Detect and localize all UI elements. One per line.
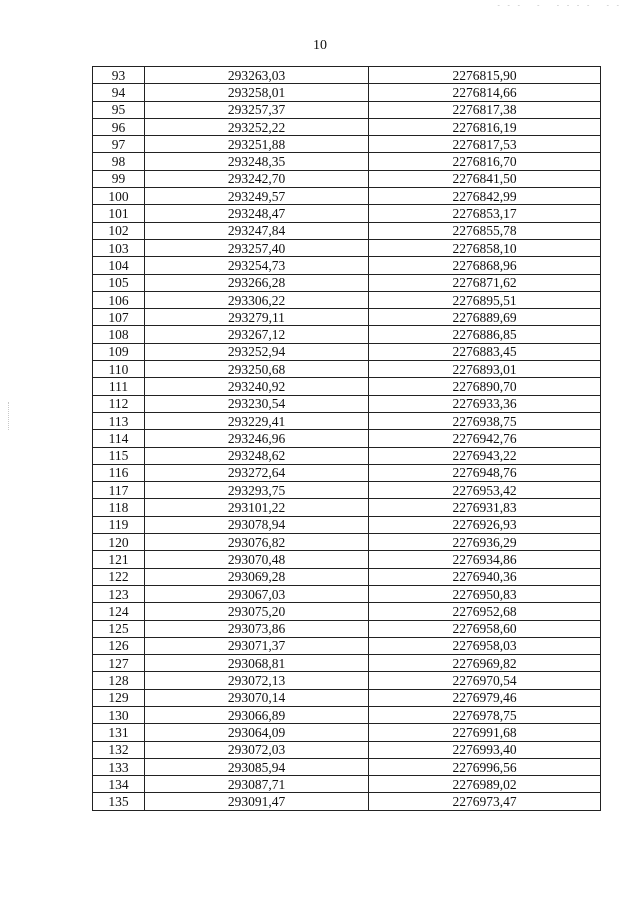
x-coordinate-cell: 293101,22: [145, 499, 369, 516]
y-coordinate-cell: 2276815,90: [369, 67, 601, 84]
table-row: [93, 482, 601, 499]
point-number-cell: 108: [93, 326, 145, 343]
table-row: [93, 378, 601, 395]
y-coordinate-cell: 2276948,76: [369, 464, 601, 481]
point-number-cell: 127: [93, 655, 145, 672]
y-coordinate-cell: 2276943,22: [369, 447, 601, 464]
table-row: [93, 551, 601, 568]
table-row: [93, 499, 601, 516]
x-coordinate-cell: 293257,40: [145, 239, 369, 256]
x-coordinate-cell: 293293,75: [145, 482, 369, 499]
x-coordinate-cell: 293071,37: [145, 637, 369, 654]
y-coordinate-cell: 2276841,50: [369, 170, 601, 187]
point-number-cell: 107: [93, 309, 145, 326]
point-number-cell: 112: [93, 395, 145, 412]
table-row: [93, 758, 601, 775]
point-number-cell: 96: [93, 118, 145, 135]
point-number-cell: 121: [93, 551, 145, 568]
x-coordinate-cell: 293250,68: [145, 361, 369, 378]
x-coordinate-cell: 293266,28: [145, 274, 369, 291]
x-coordinate-cell: 293257,37: [145, 101, 369, 118]
point-number-cell: 93: [93, 67, 145, 84]
point-number-cell: 103: [93, 239, 145, 256]
point-number-cell: 117: [93, 482, 145, 499]
table-row: [93, 67, 601, 84]
point-number-cell: 111: [93, 378, 145, 395]
point-number-cell: 123: [93, 585, 145, 602]
x-coordinate-cell: 293249,57: [145, 188, 369, 205]
y-coordinate-cell: 2276978,75: [369, 706, 601, 723]
x-coordinate-cell: 293252,94: [145, 343, 369, 360]
y-coordinate-cell: 2276969,82: [369, 655, 601, 672]
table-row: [93, 343, 601, 360]
x-coordinate-cell: 293076,82: [145, 534, 369, 551]
point-number-cell: 94: [93, 84, 145, 101]
y-coordinate-cell: 2276883,45: [369, 343, 601, 360]
table-row: [93, 188, 601, 205]
x-coordinate-cell: 293072,13: [145, 672, 369, 689]
table-row: [93, 776, 601, 793]
table-row: [93, 741, 601, 758]
table-row: [93, 395, 601, 412]
y-coordinate-cell: 2276993,40: [369, 741, 601, 758]
x-coordinate-cell: 293306,22: [145, 291, 369, 308]
table-row: [93, 689, 601, 706]
x-coordinate-cell: 293078,94: [145, 516, 369, 533]
table-row: [93, 706, 601, 723]
point-number-cell: 100: [93, 188, 145, 205]
y-coordinate-cell: 2276816,19: [369, 118, 601, 135]
point-number-cell: 126: [93, 637, 145, 654]
table-row: [93, 603, 601, 620]
table-row: [93, 326, 601, 343]
point-number-cell: 104: [93, 257, 145, 274]
y-coordinate-cell: 2276858,10: [369, 239, 601, 256]
x-coordinate-cell: 293075,20: [145, 603, 369, 620]
x-coordinate-cell: 293267,12: [145, 326, 369, 343]
coordinates-table: [92, 66, 601, 811]
point-number-cell: 133: [93, 758, 145, 775]
point-number-cell: 128: [93, 672, 145, 689]
table-row: [93, 447, 601, 464]
table-row: [93, 361, 601, 378]
scan-margin-marks: [8, 402, 11, 430]
table-row: [93, 568, 601, 585]
x-coordinate-cell: 293069,28: [145, 568, 369, 585]
y-coordinate-cell: 2276895,51: [369, 291, 601, 308]
y-coordinate-cell: 2276814,66: [369, 84, 601, 101]
y-coordinate-cell: 2276868,96: [369, 257, 601, 274]
table-row: [93, 291, 601, 308]
y-coordinate-cell: 2276973,47: [369, 793, 601, 810]
table-row: [93, 793, 601, 810]
table-row: [93, 637, 601, 654]
x-coordinate-cell: 293251,88: [145, 136, 369, 153]
y-coordinate-cell: 2276886,85: [369, 326, 601, 343]
table-row: [93, 534, 601, 551]
point-number-cell: 106: [93, 291, 145, 308]
point-number-cell: 119: [93, 516, 145, 533]
point-number-cell: 115: [93, 447, 145, 464]
y-coordinate-cell: 2276889,69: [369, 309, 601, 326]
y-coordinate-cell: 2276934,86: [369, 551, 601, 568]
x-coordinate-cell: 293242,70: [145, 170, 369, 187]
x-coordinate-cell: 293064,09: [145, 724, 369, 741]
x-coordinate-cell: 293247,84: [145, 222, 369, 239]
x-coordinate-cell: 293087,71: [145, 776, 369, 793]
table-row: [93, 84, 601, 101]
point-number-cell: 99: [93, 170, 145, 187]
point-number-cell: 130: [93, 706, 145, 723]
y-coordinate-cell: 2276817,53: [369, 136, 601, 153]
y-coordinate-cell: 2276991,68: [369, 724, 601, 741]
y-coordinate-cell: 2276893,01: [369, 361, 601, 378]
x-coordinate-cell: 293073,86: [145, 620, 369, 637]
table-row: [93, 309, 601, 326]
y-coordinate-cell: 2276853,17: [369, 205, 601, 222]
point-number-cell: 109: [93, 343, 145, 360]
x-coordinate-cell: 293229,41: [145, 412, 369, 429]
table-row: [93, 585, 601, 602]
point-number-cell: 113: [93, 412, 145, 429]
y-coordinate-cell: 2276871,62: [369, 274, 601, 291]
table-row: [93, 724, 601, 741]
x-coordinate-cell: 293252,22: [145, 118, 369, 135]
y-coordinate-cell: 2276938,75: [369, 412, 601, 429]
y-coordinate-cell: 2276816,70: [369, 153, 601, 170]
x-coordinate-cell: 293066,89: [145, 706, 369, 723]
point-number-cell: 110: [93, 361, 145, 378]
point-number-cell: 114: [93, 430, 145, 447]
y-coordinate-cell: 2276953,42: [369, 482, 601, 499]
table-row: [93, 118, 601, 135]
x-coordinate-cell: 293248,47: [145, 205, 369, 222]
point-number-cell: 102: [93, 222, 145, 239]
table-row: [93, 430, 601, 447]
x-coordinate-cell: 293248,35: [145, 153, 369, 170]
y-coordinate-cell: 2276970,54: [369, 672, 601, 689]
point-number-cell: 120: [93, 534, 145, 551]
point-number-cell: 129: [93, 689, 145, 706]
y-coordinate-cell: 2276890,70: [369, 378, 601, 395]
point-number-cell: 124: [93, 603, 145, 620]
table-row: [93, 516, 601, 533]
table-row: [93, 412, 601, 429]
y-coordinate-cell: 2276940,36: [369, 568, 601, 585]
point-number-cell: 101: [93, 205, 145, 222]
point-number-cell: 116: [93, 464, 145, 481]
table-row: [93, 655, 601, 672]
point-number-cell: 118: [93, 499, 145, 516]
x-coordinate-cell: 293068,81: [145, 655, 369, 672]
table-row: [93, 620, 601, 637]
table-row: [93, 274, 601, 291]
point-number-cell: 132: [93, 741, 145, 758]
table-row: [93, 222, 601, 239]
point-number-cell: 125: [93, 620, 145, 637]
y-coordinate-cell: 2276926,93: [369, 516, 601, 533]
y-coordinate-cell: 2276942,76: [369, 430, 601, 447]
x-coordinate-cell: 293272,64: [145, 464, 369, 481]
point-number-cell: 135: [93, 793, 145, 810]
point-number-cell: 122: [93, 568, 145, 585]
table-row: [93, 136, 601, 153]
x-coordinate-cell: 293246,96: [145, 430, 369, 447]
point-number-cell: 134: [93, 776, 145, 793]
scan-corner-marks: - - - - - - - - - -: [497, 1, 622, 9]
x-coordinate-cell: 293258,01: [145, 84, 369, 101]
x-coordinate-cell: 293263,03: [145, 67, 369, 84]
x-coordinate-cell: 293248,62: [145, 447, 369, 464]
y-coordinate-cell: 2276989,02: [369, 776, 601, 793]
table-row: [93, 205, 601, 222]
y-coordinate-cell: 2276996,56: [369, 758, 601, 775]
table-row: [93, 672, 601, 689]
point-number-cell: 131: [93, 724, 145, 741]
y-coordinate-cell: 2276817,38: [369, 101, 601, 118]
table-row: [93, 239, 601, 256]
x-coordinate-cell: 293085,94: [145, 758, 369, 775]
table-row: [93, 464, 601, 481]
x-coordinate-cell: 293070,14: [145, 689, 369, 706]
table-row: [93, 101, 601, 118]
x-coordinate-cell: 293254,73: [145, 257, 369, 274]
x-coordinate-cell: 293240,92: [145, 378, 369, 395]
y-coordinate-cell: 2276931,83: [369, 499, 601, 516]
x-coordinate-cell: 293072,03: [145, 741, 369, 758]
y-coordinate-cell: 2276936,29: [369, 534, 601, 551]
y-coordinate-cell: 2276842,99: [369, 188, 601, 205]
y-coordinate-cell: 2276855,78: [369, 222, 601, 239]
y-coordinate-cell: 2276979,46: [369, 689, 601, 706]
point-number-cell: 97: [93, 136, 145, 153]
point-number-cell: 98: [93, 153, 145, 170]
point-number-cell: 95: [93, 101, 145, 118]
y-coordinate-cell: 2276933,36: [369, 395, 601, 412]
table-row: [93, 153, 601, 170]
y-coordinate-cell: 2276952,68: [369, 603, 601, 620]
x-coordinate-cell: 293230,54: [145, 395, 369, 412]
point-number-cell: 105: [93, 274, 145, 291]
x-coordinate-cell: 293067,03: [145, 585, 369, 602]
x-coordinate-cell: 293091,47: [145, 793, 369, 810]
y-coordinate-cell: 2276958,60: [369, 620, 601, 637]
coordinates-table-body: [93, 67, 601, 811]
table-row: [93, 257, 601, 274]
table-row: [93, 170, 601, 187]
y-coordinate-cell: 2276958,03: [369, 637, 601, 654]
x-coordinate-cell: 293279,11: [145, 309, 369, 326]
x-coordinate-cell: 293070,48: [145, 551, 369, 568]
y-coordinate-cell: 2276950,83: [369, 585, 601, 602]
page-number: 10: [313, 38, 327, 53]
